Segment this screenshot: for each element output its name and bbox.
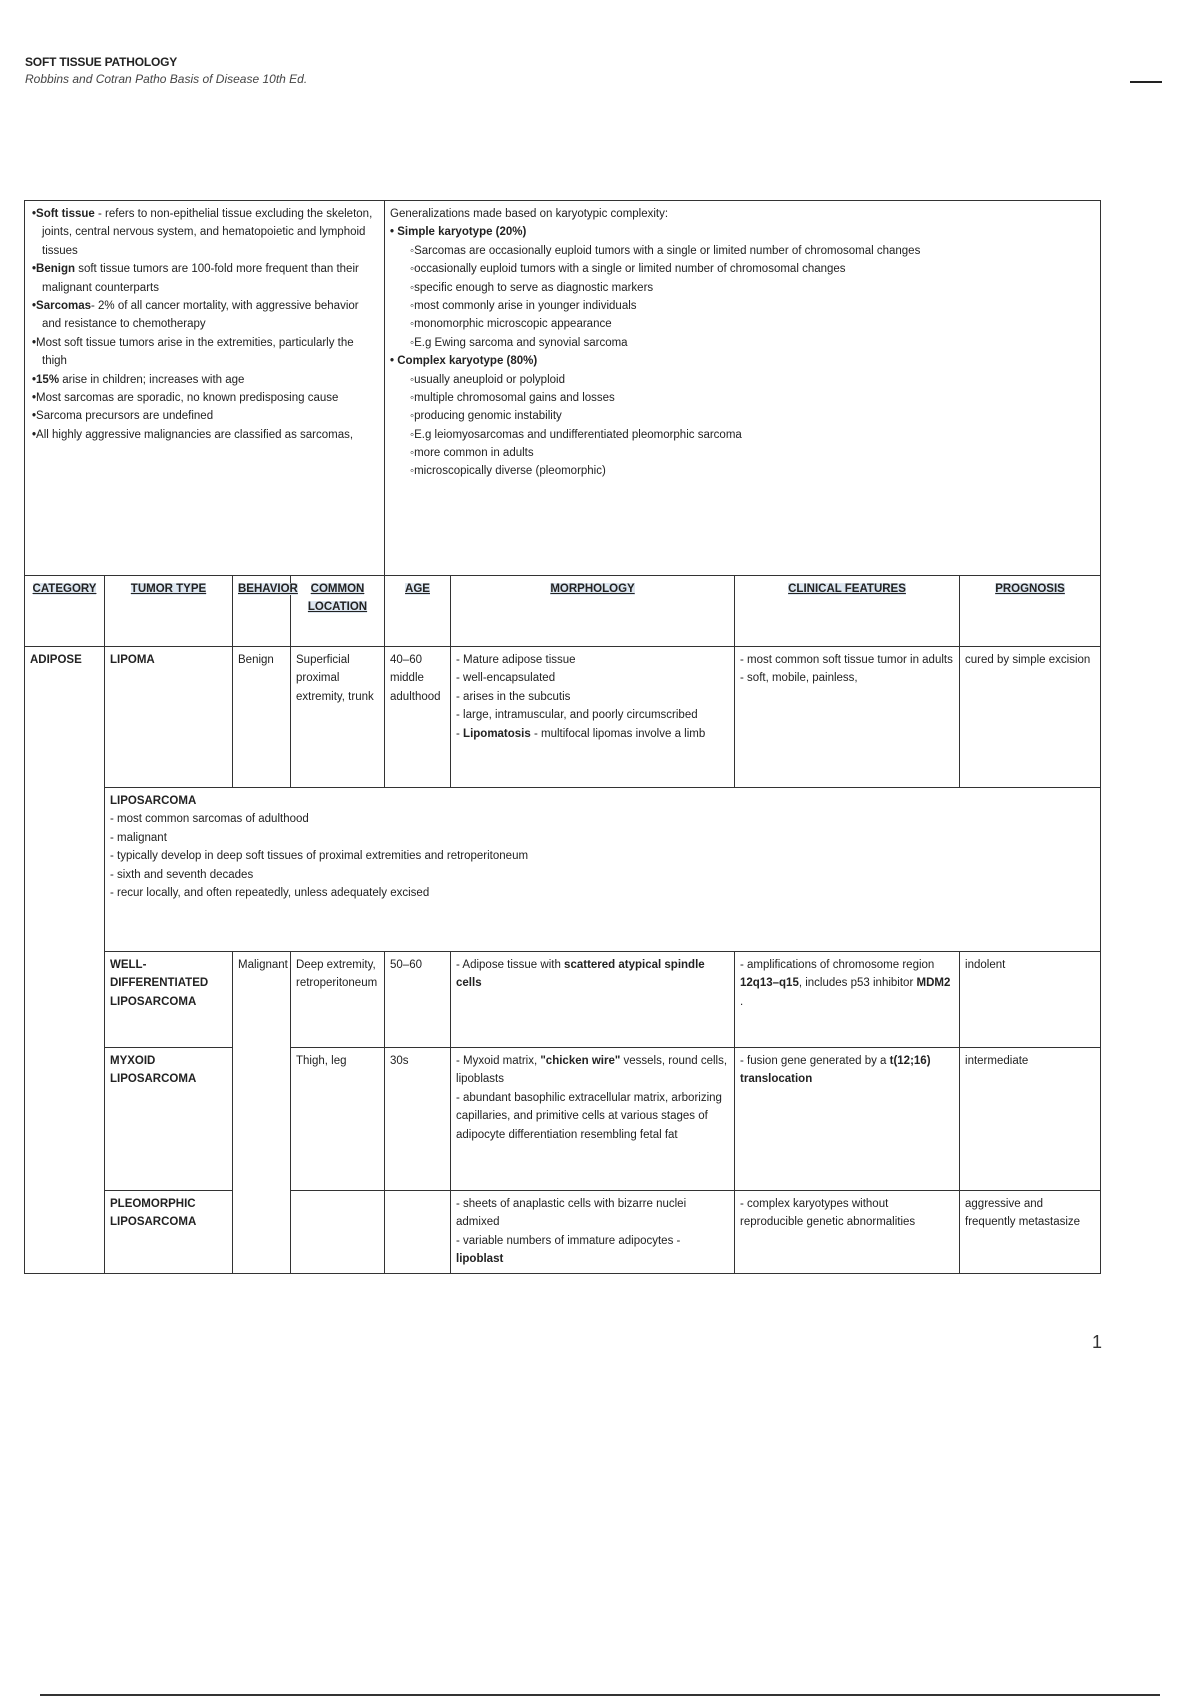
well-diff-clinical: - amplifications of chromosome region 12q13–q15, includes p53 inhibitor MDM2 . — [735, 952, 960, 1048]
myxoid-age: 30s — [385, 1048, 451, 1191]
simple-karyotype-item: ◦ occasionally euploid tumors with a single or limited number of chromosomal changes — [410, 260, 1095, 278]
lipoma-location: Superficial proximal extremity, trunk — [291, 647, 385, 788]
intro-bullet-bold: Sarcomas — [36, 299, 92, 312]
header-dash — [1130, 81, 1162, 83]
intro-bullet-bold: 15% — [36, 373, 60, 386]
pleomorphic-prognosis: aggressive and frequently metastasize — [960, 1191, 1101, 1274]
lipoma-morph-item: - well-encapsulated — [456, 669, 729, 687]
intro-bullet-text: - 2% of all cancer mortality, with aggressive behavior and resistance to chemotherapy — [42, 299, 359, 331]
intro-right — [385, 201, 1101, 576]
intro-bullet-text: Most sarcomas are sporadic, no known predisposing cause — [36, 391, 339, 404]
lipoma-prognosis: cured by simple excision — [960, 647, 1101, 788]
intro-bullet — [30, 407, 379, 425]
intro-bullet — [30, 389, 379, 407]
liposarcoma-summary — [105, 788, 1101, 952]
liposarcoma-row — [25, 788, 1101, 952]
lipoma-morph-item: - Mature adipose tissue — [456, 651, 729, 669]
pleomorphic-type: PLEOMORPHIC LIPOSARCOMA — [105, 1191, 233, 1274]
document-header — [25, 55, 307, 86]
intro-bullet-text: - refers to non-epithelial tissue excluding the skeleton, joints, central nervous system, and hematopoietic and lymphoid tissues — [42, 208, 373, 257]
complex-karyotype-item: ◦ E.g leiomyosarcomas and undifferentiated pleomorphic sarcoma — [410, 426, 1095, 444]
malignant-behavior: Malignant — [233, 952, 291, 1274]
category-adipose: ADIPOSE — [25, 647, 105, 1274]
well-diff-row — [25, 952, 1101, 1048]
simple-karyotype-item: ◦ monomorphic microscopic appearance — [410, 315, 1095, 333]
lipoma-behavior: Benign — [233, 647, 291, 788]
liposarcoma-item: - most common sarcomas of adulthood — [110, 810, 1095, 828]
well-diff-morphology: - Adipose tissue with scattered atypical spindle cells — [451, 952, 735, 1048]
liposarcoma-item: - malignant — [110, 829, 1095, 847]
myxoid-prognosis: intermediate — [960, 1048, 1101, 1191]
lipoma-morph-item: - arises in the subcutis — [456, 688, 729, 706]
complex-karyotype-item: ◦ producing genomic instability — [410, 407, 1095, 425]
well-diff-type: WELL-DIFFERENTIATED LIPOSARCOMA — [105, 952, 233, 1048]
pleomorphic-clinical: - complex karyotypes without reproducible genetic abnormalities — [735, 1191, 960, 1274]
complex-karyotype-title: • Complex karyotype (80%) — [390, 355, 538, 368]
well-diff-age: 50–60 — [385, 952, 451, 1048]
myxoid-row — [25, 1048, 1101, 1191]
simple-karyotype-list — [410, 242, 1095, 352]
pleomorphic-morphology: - sheets of anaplastic cells with bizarre nuclei admixed - variable numbers of immature adipocytes - lipoblast — [451, 1191, 735, 1274]
intro-bullet — [30, 334, 379, 371]
document-title: SOFT TISSUE PATHOLOGY — [25, 55, 178, 69]
intro-bullet-bold: Benign — [36, 263, 76, 276]
myxoid-location: Thigh, leg — [291, 1048, 385, 1191]
well-diff-location: Deep extremity, retroperitoneum — [291, 952, 385, 1048]
intro-bullet-text: arise in children; increases with age — [59, 373, 245, 386]
intro-left-list — [30, 205, 379, 444]
complex-karyotype-item: ◦ more common in adults — [410, 444, 1095, 462]
liposarcoma-item: - sixth and seventh decades — [110, 866, 1095, 884]
liposarcoma-list — [110, 810, 1095, 902]
myxoid-type: MYXOID LIPOSARCOMA — [105, 1048, 233, 1191]
col-clinical-features: CLINICAL FEATURES — [735, 576, 960, 647]
simple-karyotype-item: ◦ specific enough to serve as diagnostic markers — [410, 279, 1095, 297]
col-tumor-type: TUMOR TYPE — [105, 576, 233, 647]
intro-bullet-text: soft tissue tumors are 100-fold more frequent than their malignant counterparts — [42, 263, 359, 294]
lipoma-clinical-item: - most common soft tissue tumor in adults — [740, 651, 954, 669]
intro-bullet-text: All highly aggressive malignancies are classified as sarcomas, — [36, 428, 354, 441]
complex-karyotype-item: ◦ microscopically diverse (pleomorphic) — [410, 462, 1095, 480]
intro-bullet-text: Most soft tissue tumors arise in the extremities, particularly the thigh — [36, 336, 354, 368]
intro-bullet-bold: Soft tissue — [36, 208, 95, 220]
pleomorphic-location — [291, 1191, 385, 1274]
lipoma-clinical-item: - soft, mobile, painless, — [740, 669, 954, 687]
footer-line — [40, 1694, 1160, 1696]
intro-bullet — [30, 371, 379, 389]
col-common-location: COMMON LOCATION — [291, 576, 385, 647]
col-category: CATEGORY — [25, 576, 105, 647]
liposarcoma-item: - recur locally, and often repeatedly, unless adequately excised — [110, 884, 1095, 902]
simple-karyotype-title: • Simple karyotype (20%) — [390, 226, 527, 239]
document-subtitle: Robbins and Cotran Patho Basis of Disease 10th Ed. — [25, 72, 308, 86]
simple-karyotype-item: ◦ E.g Ewing sarcoma and synovial sarcoma — [410, 334, 1095, 352]
simple-karyotype-item: ◦ most commonly arise in younger individuals — [410, 297, 1095, 315]
lipoma-row — [25, 647, 1101, 788]
complex-karyotype-list — [410, 371, 1095, 481]
complex-karyotype-item: ◦ usually aneuploid or polyploid — [410, 371, 1095, 389]
liposarcoma-item: - typically develop in deep soft tissues of proximal extremities and retroperitoneum — [110, 847, 1095, 865]
col-behavior: BEHAVIOR — [233, 576, 291, 647]
intro-bullet — [30, 297, 379, 334]
pleomorphic-row — [25, 1191, 1101, 1274]
intro-bullet — [30, 205, 379, 260]
col-age: AGE — [385, 576, 451, 647]
liposarcoma-title: LIPOSARCOMA — [110, 795, 197, 807]
complex-karyotype-item: ◦ multiple chromosomal gains and losses — [410, 389, 1095, 407]
pleomorphic-age — [385, 1191, 451, 1274]
intro-left — [25, 201, 385, 576]
column-header-row — [25, 576, 1101, 647]
lipoma-clinical — [735, 647, 960, 788]
page-number: 1 — [1092, 1332, 1103, 1352]
simple-karyotype-item: ◦ Sarcomas are occasionally euploid tumors with a single or limited number of chromosomal changes — [410, 242, 1095, 260]
myxoid-clinical: - fusion gene generated by a t(12;16) translocation — [735, 1048, 960, 1191]
intro-row — [25, 201, 1101, 576]
intro-right-lead: Generalizations made based on karyotypic complexity: — [390, 208, 669, 220]
col-prognosis: PROGNOSIS — [960, 576, 1101, 647]
intro-bullet-text: Sarcoma precursors are undefined — [36, 410, 214, 423]
lipoma-type: LIPOMA — [105, 647, 233, 788]
lipoma-morph-item: - large, intramuscular, and poorly circumscribed — [456, 706, 729, 724]
myxoid-morphology: - Myxoid matrix, "chicken wire" vessels, round cells, lipoblasts - abundant basophilic extracellular matrix, arborizing capillaries, and primitive cells at various stages of adipocyte differentiation resembling fetal fat — [451, 1048, 735, 1191]
well-diff-prognosis: indolent — [960, 952, 1101, 1048]
col-morphology: MORPHOLOGY — [451, 576, 735, 647]
pathology-table — [24, 200, 1101, 1274]
intro-bullet — [30, 260, 379, 297]
lipoma-morphology: - Mature adipose tissue - well-encapsulated - arises in the subcutis - large, intramuscular, and poorly circumscribed - Lipomatosis - multifocal lipomas involve a limb — [451, 647, 735, 788]
intro-bullet — [30, 426, 379, 444]
lipoma-age: 40–60 middle adulthood — [385, 647, 451, 788]
